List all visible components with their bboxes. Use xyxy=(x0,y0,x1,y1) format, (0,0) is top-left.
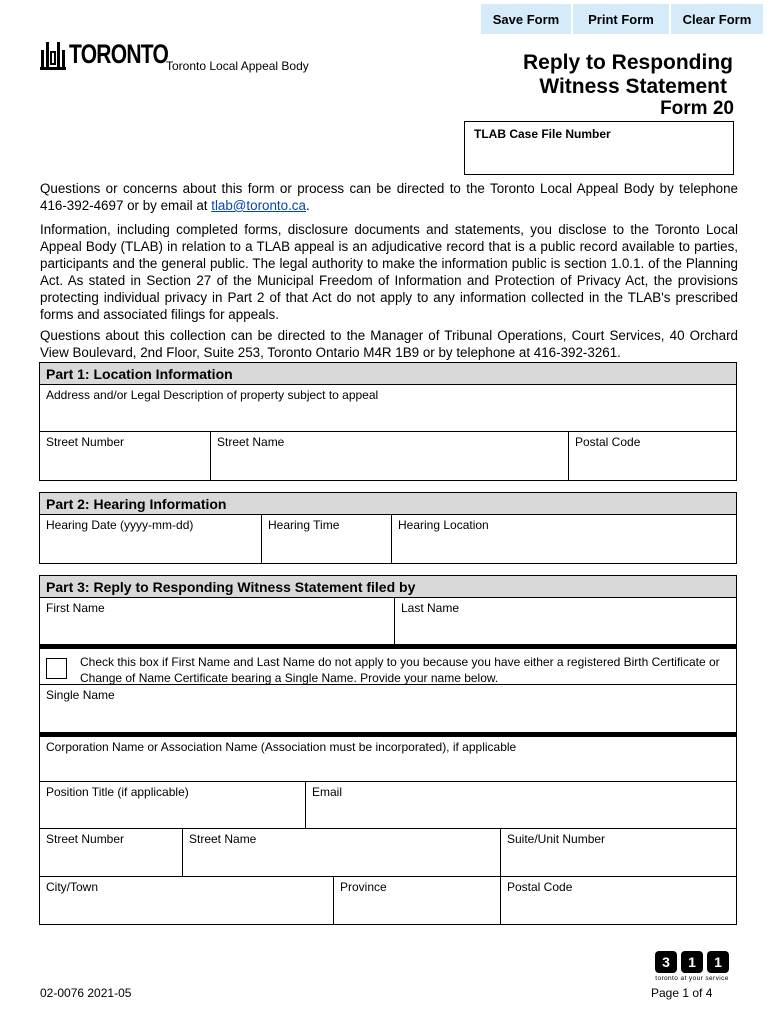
suite-unit-number-label: Suite/Unit Number xyxy=(507,832,606,846)
case-file-label: TLAB Case File Number xyxy=(474,127,611,141)
street-number-field[interactable] xyxy=(40,432,211,480)
single-name-checkbox[interactable] xyxy=(46,658,67,679)
single-name-field[interactable] xyxy=(40,685,736,732)
collection-paragraph: Questions about this collection can be directed to the Manager of Tribunal Operations, Court Services, 40 Orchard View Boulevard, 2nd Floor, Suite 253, Toronto Ontario M4R 1B9 or by telephone at 416-392-3261. xyxy=(40,328,738,360)
corporation-name-field[interactable] xyxy=(40,737,736,781)
clear-form-button[interactable]: Clear Form xyxy=(671,4,763,34)
province-field[interactable] xyxy=(334,877,501,924)
email-label: Email xyxy=(312,785,343,799)
city-town-label: City/Town xyxy=(46,880,99,894)
part3-street-row xyxy=(40,829,736,877)
contact-text-end: . xyxy=(305,198,310,213)
privacy-paragraph: Information, including completed forms, disclosure documents and statements, you disclose to the Toronto Local Appeal Body (TLAB) in relation to a TLAB appeal is an adjudicative record that is a public record available to parties, participants and the general public. The legal authority to make the information public is section 1.0.1. of the Planning Act. As stated in Section 27 of the Municipal Freedom of Information and Protection of Privacy Act, the provisions protecting individual privacy in Part 2 of that Act do not apply to any information collected in the TLAB's prescribed forms and associated filings for appeals. xyxy=(40,222,738,322)
hearing-location-label: Hearing Location xyxy=(398,518,489,532)
city-town-field[interactable] xyxy=(40,877,334,924)
hearing-date-field[interactable] xyxy=(40,515,262,563)
311-logo xyxy=(646,951,738,982)
hearing-date-label: Hearing Date (yyyy-mm-dd) xyxy=(46,518,194,532)
suite-unit-number-field[interactable] xyxy=(501,829,736,876)
organization-name: Toronto Local Appeal Body xyxy=(166,59,309,73)
311-digit: 3 xyxy=(655,951,677,973)
street-number-label: Street Number xyxy=(46,435,125,449)
street-name-field-part3[interactable] xyxy=(183,829,501,876)
part3-position-row xyxy=(40,782,736,829)
part1-address-row xyxy=(40,385,736,432)
address-field[interactable] xyxy=(40,385,736,431)
part1-section xyxy=(39,362,737,481)
single-name-checkbox-label: Check this box if First Name and Last Name do not apply to you because you have either a registered Birth Certificate or Change of Name Certificate bearing a Single Name. Provide your name below. xyxy=(80,655,720,685)
part1-street-row xyxy=(40,432,736,480)
last-name-field[interactable] xyxy=(395,598,736,644)
part2-section xyxy=(39,492,737,564)
case-file-number-field[interactable] xyxy=(464,121,734,175)
position-title-label: Position Title (if applicable) xyxy=(46,785,189,799)
contact-paragraph xyxy=(40,180,738,214)
part2-heading: Part 2: Hearing Information xyxy=(40,493,736,515)
street-name-label-part3: Street Name xyxy=(189,832,257,846)
form-title xyxy=(523,51,733,99)
part2-hearing-row xyxy=(40,515,736,563)
part3-city-row xyxy=(40,877,736,924)
position-title-field[interactable] xyxy=(40,782,306,828)
street-name-field[interactable] xyxy=(211,432,569,480)
save-form-button[interactable]: Save Form xyxy=(481,4,571,34)
last-name-label: Last Name xyxy=(401,601,460,615)
contact-text: Questions or concerns about this form or process can be directed to the Toronto Local Appeal Body by telephone 416-392-4697 or by email at xyxy=(40,181,738,213)
print-form-button[interactable]: Print Form xyxy=(573,4,669,34)
part3-heading: Part 3: Reply to Responding Witness Statement filed by xyxy=(40,576,736,598)
province-label: Province xyxy=(340,880,387,894)
city-hall-icon xyxy=(40,38,66,70)
single-name-label: Single Name xyxy=(46,688,115,702)
part3-name-row xyxy=(40,598,736,645)
first-name-label: First Name xyxy=(46,601,105,615)
form-code: 02-0076 2021-05 xyxy=(40,986,132,1000)
hearing-location-field[interactable] xyxy=(392,515,736,563)
postal-code-label: Postal Code xyxy=(575,435,641,449)
street-number-field-part3[interactable] xyxy=(40,829,183,876)
form-toolbar xyxy=(481,4,763,34)
part3-single-name-row xyxy=(40,685,736,733)
address-label: Address and/or Legal Description of property subject to appeal xyxy=(46,388,379,402)
311-digit: 1 xyxy=(707,951,729,973)
title-line-1: Reply to Responding xyxy=(523,51,733,74)
first-name-field[interactable] xyxy=(40,598,395,644)
email-link[interactable]: tlab@toronto.ca xyxy=(211,198,306,213)
part3-section xyxy=(39,575,737,925)
postal-code-field[interactable] xyxy=(569,432,736,480)
hearing-time-label: Hearing Time xyxy=(268,518,340,532)
part3-corporation-row xyxy=(40,733,736,782)
email-field[interactable] xyxy=(306,782,736,828)
form-number: Form 20 xyxy=(660,98,734,119)
street-number-label-part3: Street Number xyxy=(46,832,125,846)
street-name-label: Street Name xyxy=(217,435,285,449)
postal-code-label-part3: Postal Code xyxy=(507,880,573,894)
hearing-time-field[interactable] xyxy=(262,515,392,563)
part1-heading: Part 1: Location Information xyxy=(40,363,736,385)
311-digit: 1 xyxy=(681,951,703,973)
corporation-name-label: Corporation Name or Association Name (Association must be incorporated), if applicable xyxy=(46,740,517,754)
title-line-2: Witness Statement xyxy=(539,75,727,98)
311-digits xyxy=(646,951,738,973)
single-name-checkbox-row xyxy=(40,645,736,685)
page-number: Page 1 of 4 xyxy=(651,986,713,1000)
logo-wordmark: TORONTO xyxy=(69,38,169,69)
postal-code-field-part3[interactable] xyxy=(501,877,736,924)
311-tagline: toronto at your service xyxy=(655,975,729,982)
